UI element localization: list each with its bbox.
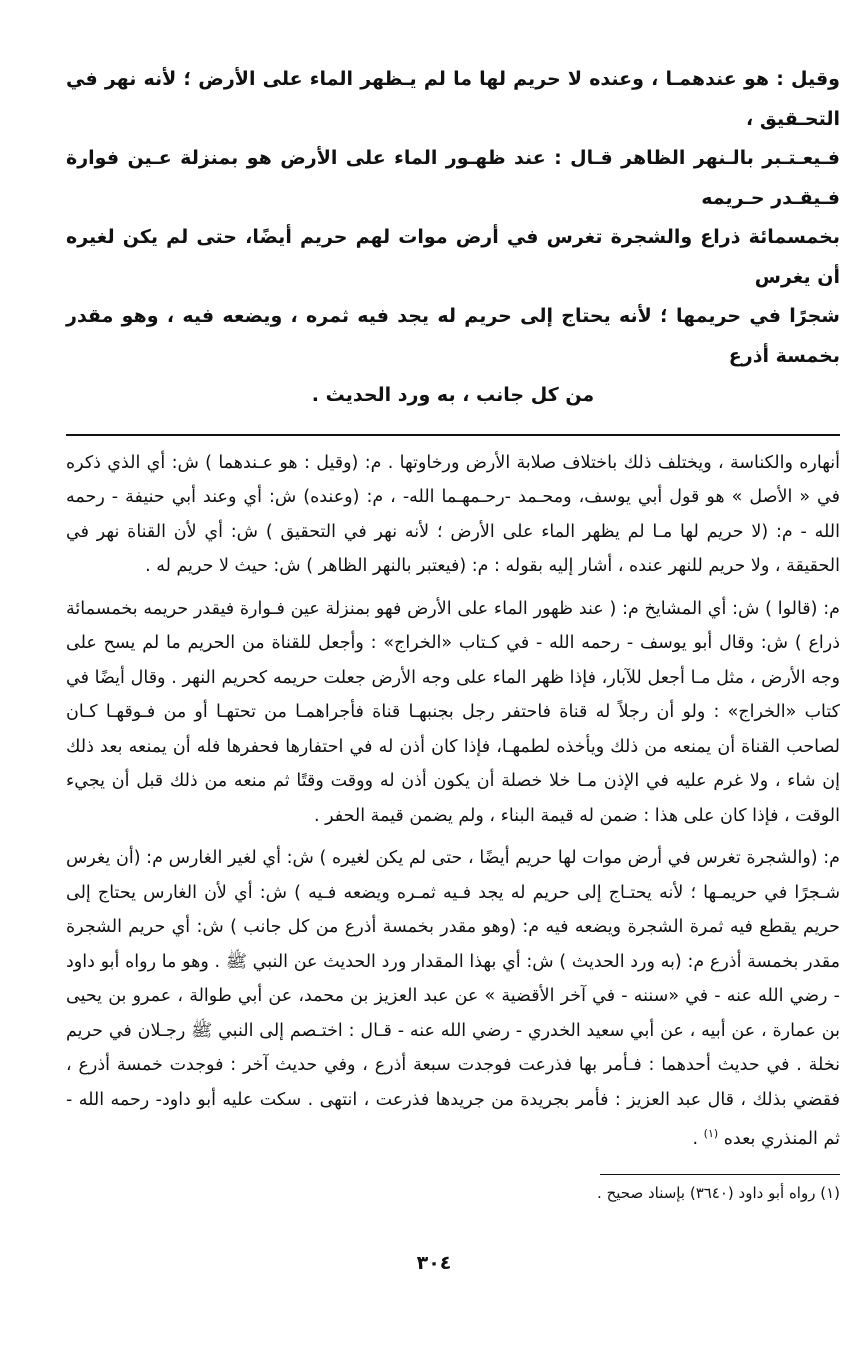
matn-line: بخمسمائة ذراع والشجرة تغرس في أرض موات لهم حريم أيضًا، حتى لم يكن لغيره أن يغرس: [66, 226, 840, 288]
footnote: (١) رواه أبو داود (٣٦٤٠) بإسناد صحيح .: [597, 1184, 840, 1203]
matn-line-last: من كل جانب ، به ورد الحديث .: [311, 384, 595, 406]
footnote-marker[interactable]: (١): [703, 1127, 719, 1140]
matn-text: [66, 60, 840, 416]
matn-line: فـيعـتـبر بالـنهر الظاهر قـال : عند ظهـور الماء على الأرض هو بمنزلة عـين فوارة فـيقـدر حـريمه: [66, 147, 840, 209]
sharh-paragraph-2: م: (قالوا ) ش: أي المشايخ م: ( عند ظهور الماء على الأرض فهو بمنزلة عين فـوارة فيقدر حريمه بخمسمائة ذراع ) ش: وقال أبو يوسف - رحمه الله - في كـتاب «الخراج» : وأجعل للقناة من الحريم ما لم يسح على وجه الأرض ، مثل مـا أجعل للآبار، فإذا ظهر الماء على وجه الأرض جعلت حريمه كحريم النهر . وقال أيضًا في كتاب «الخراج» : ولو أن رجلاً له قناة فاحتفر رجل بجنبهـا قناة فأجراهمـا من تحتهـا أو من فـوقهـا كـان لصاحب القناة أن يمنعه من ذلك ويأخذه لطمهـا، فإذا كان أذن له في احتفارها فحفرها فله أن يمنعه بعد ذلك إن شاء ، ولا غرم عليه في الإذن مـا خلا خصلة أن يكون أذن له ووقت وقتًا ثم منعه من ذلك قبل أن يجيء الوقت ، فإذا كان على هذا : ضمن له قيمة البناء ، ولم يضمن قيمة الحفر .: [66, 598, 840, 826]
sharh-paragraph-3-text: م: (والشجرة تغرس في أرض موات لها حريم أيضًا ، حتى لم يكن لغيره ) ش: أي لغير الغارس م: (أن يغرس شـجرًا في حريمـها ؛ لأنه يحتـاج إلى حريم له يجد فـيه ثمـره ويضعه فـيه ) ش: أي لأن الغارس يحتاج إلى حريم يقطع فيه ثمرة الشجرة ويضعه فيه م: (وهو مقدر بخمسة أذرع من كل جانب ) ش: أي حريم الشجرة مقدر بخمسة أذرع م: (به ورد الحديث ) ش: أي بهذا المقدار ورد الحديث عن النبي ﷺ . وهو ما رواه أبو داود - رضي الله عنه - في «سننه - في آخر الأقضية » عن عبد العزيز بن محمد، عن أبي طوالة ، عمرو بن يحيى بن عمارة ، عن أبيه ، عن أبي سعيد الخدري - رضي الله عنه - قـال : اختـصم إلى النبي ﷺ رجـلان في حريم نخلة . في حديث أحدهما : فـأمر بها فذرعت فوجدت سبعة أذرع ، وفي حديث آخر : فوجدت خمسة أذرع ، فقضي بذلك ، قال عبد العزيز : فأمر بجريدة من جريدها فذرعت ، انتهى . سكت عليه أبو داود- رحمه الله - ثم المنذري بعده: [66, 848, 840, 1149]
page-body: [66, 60, 840, 1368]
matn-separator-rule: [66, 434, 840, 436]
footnote-separator-rule: [600, 1174, 840, 1175]
matn-line: وقيل : هو عندهمـا ، وعنده لا حريم لها ما لم يـظهر الماء على الأرض ؛ لأنه نهر في التحـقيق ،: [66, 68, 840, 130]
matn-line: شجرًا في حريمها ؛ لأنه يحتاج إلى حريم له يجد فيه ثمره ، ويضعه فيه ، وهو مقدر بخمسة أذرع: [66, 305, 840, 367]
sharh-paragraph-1: أنهاره والكناسة ، ويختلف ذلك باختلاف صلابة الأرض ورخاوتها . م: (وقيل : هو عـندهما ) ش: أي الذي ذكره في « الأصل » هو قول أبي يوسف، ومحـمد -رحـمهـما الله- ، م: (وعنده) ش: أي وعند أبي حنيفة - رحمه الله - م: (لا حريم لها مـا لم يظهر الماء على الأرض ؛ لأنه نهر في التحقيق ) ش: أي لأن القناة نهر في الحقيقة ، ولا حريم للنهر عنده ، أشار إليه بقوله : م: (فيعتبر بالنهر الظاهر ) ش: حيث لا حريم له .: [66, 452, 840, 576]
page-number: ٣٠٤: [416, 1252, 452, 1274]
sharh-paragraph-3: م: (والشجرة تغرس في أرض موات لها حريم أيضًا ، حتى لم يكن لغيره ) ش: أي لغير الغارس م: (أن يغرس شـجرًا في حريمـها ؛ لأنه يحتـاج إلى حريم له يجد فـيه ثمـره ويضعه فـيه ) ش: أي لأن الغارس يحتاج إلى حريم يقطع فيه ثمرة الشجرة ويضعه فيه م: (وهو مقدر بخمسة أذرع من كل جانب ) ش: أي حريم الشجرة مقدر بخمسة أذرع م: (به ورد الحديث ) ش: أي بهذا المقدار ورد الحديث عن النبي ﷺ . وهو ما رواه أبو داود - رضي الله عنه - في «سننه - في آخر الأقضية » عن عبد العزيز بن محمد، عن أبي طوالة ، عمرو بن يحيى بن عمارة ، عن أبيه ، عن أبي سعيد الخدري - رضي الله عنه - قـال : اختـصم إلى النبي ﷺ رجـلان في حريم نخلة . في حديث أحدهما : فـأمر بها فذرعت فوجدت سبعة أذرع ، وفي حديث آخر : فوجدت خمسة أذرع ، فقضي بذلك ، قال عبد العزيز : فأمر بجريدة من جريدها فذرعت ، انتهى . سكت عليه أبو داود- رحمه الله - ثم المنذري بعده $^{(١)}$ .: [66, 848, 840, 1149]
